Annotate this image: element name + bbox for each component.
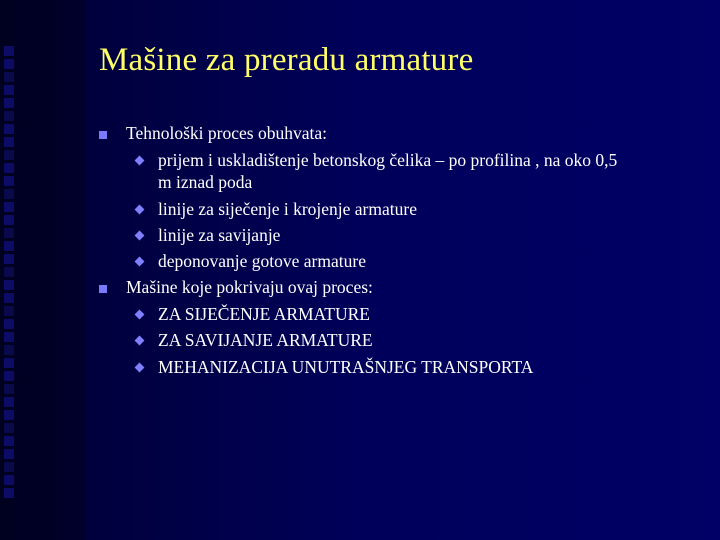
sub-item-internal-transport: MEHANIZACIJA UNUTRAŠNJEG TRANSPORTA xyxy=(158,357,534,377)
square-bullet-icon xyxy=(99,131,107,139)
diamond-bullet-icon xyxy=(135,336,145,346)
diamond-bullet-icon xyxy=(135,205,145,215)
diamond-bullet-icon xyxy=(135,156,145,166)
diamond-bullet-icon xyxy=(135,231,145,241)
sub-item-bending-lines: linije za savijanje xyxy=(158,225,281,245)
diamond-bullet-icon xyxy=(135,363,145,373)
slide-title: Mašine za preradu armature xyxy=(99,42,474,78)
diamond-bullet-icon xyxy=(135,310,145,320)
sub-item-cutting-machines: ZA SIJEČENJE ARMATURE xyxy=(158,304,370,324)
sub-item-cutting-lines: linije za siječenje i krojenje armature xyxy=(158,199,417,219)
bullet-item-process: Tehnološki proces obuhvata: xyxy=(126,123,327,143)
sub-item-storage: deponovanje gotove armature xyxy=(158,251,366,271)
sub-item-bending-machines: ZA SAVIJANJE ARMATURE xyxy=(158,330,373,350)
bullet-item-machines: Mašine koje pokrivaju ovaj proces: xyxy=(126,277,373,297)
diamond-bullet-icon xyxy=(135,257,145,267)
square-bullet-icon xyxy=(99,285,107,293)
sub-item-reception: prijem i uskladištenje betonskog čelika – po profilina , na oko 0,5 xyxy=(158,150,618,170)
sub-item-reception-continued: m iznad poda xyxy=(158,172,253,192)
